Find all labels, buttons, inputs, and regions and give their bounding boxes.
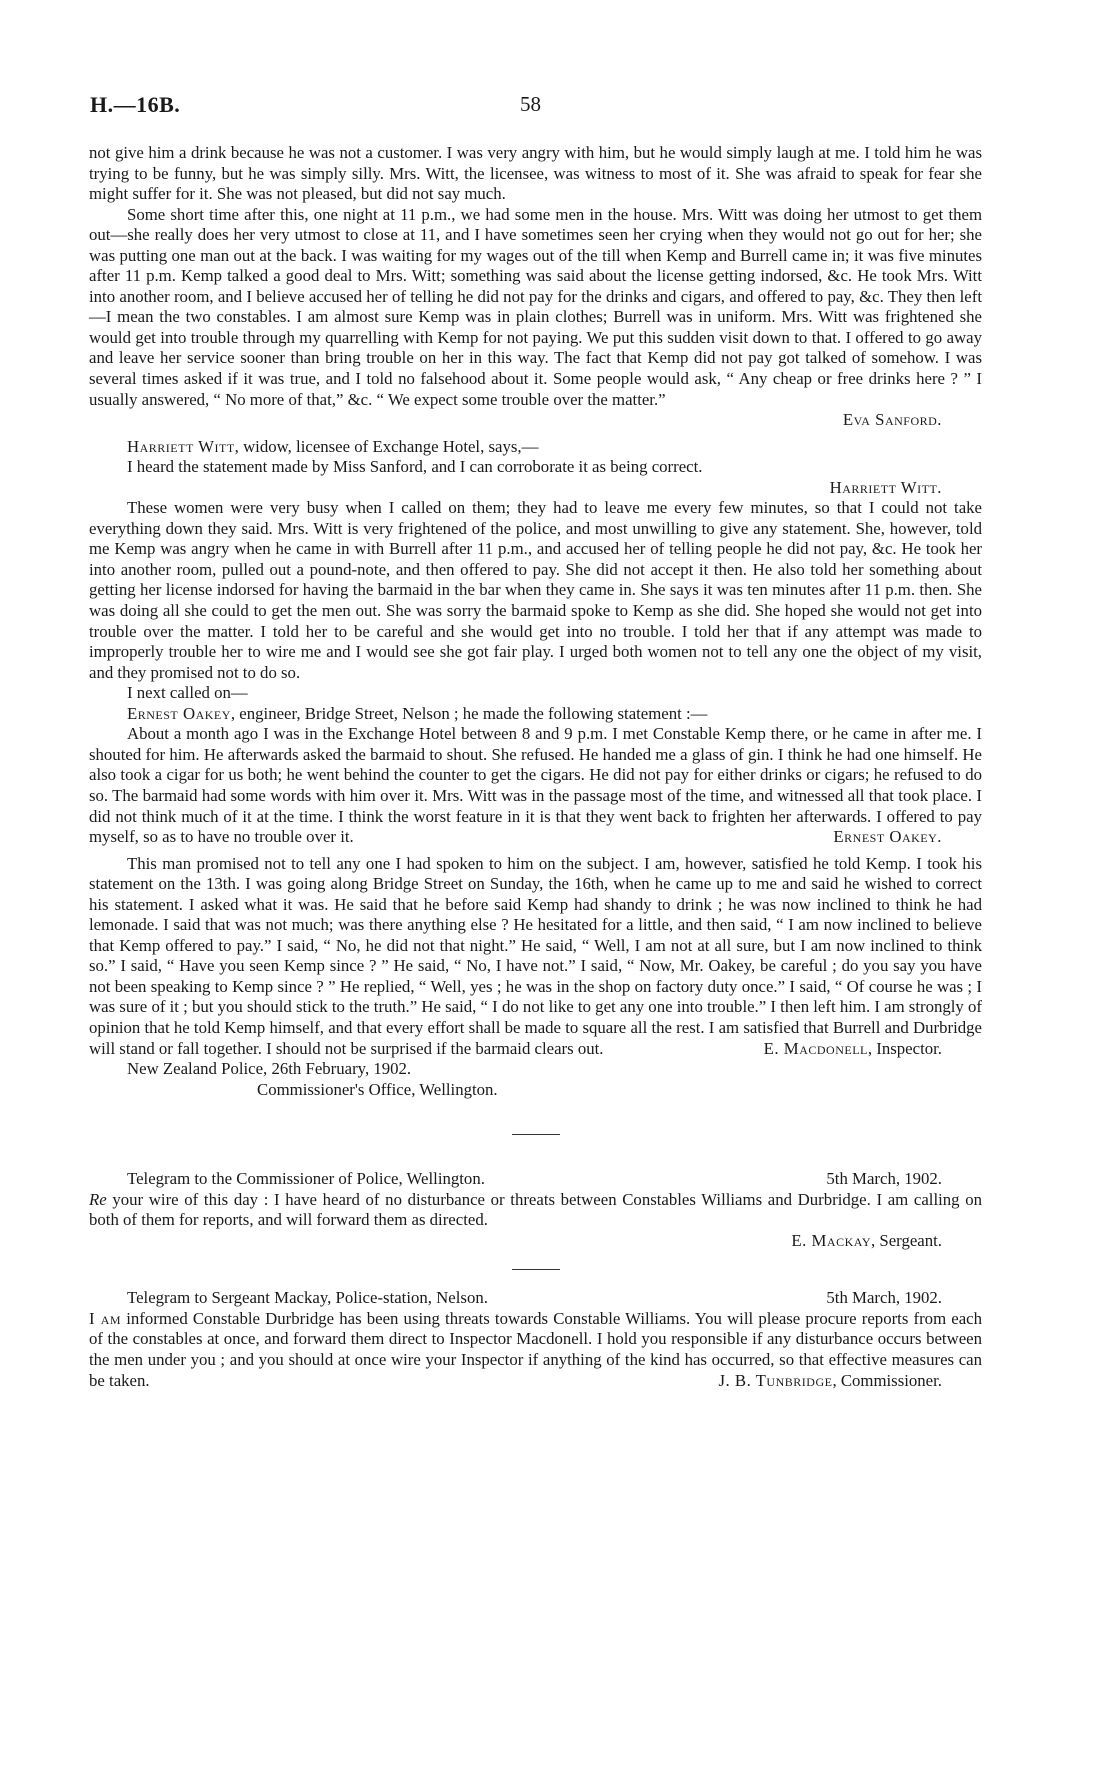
next-called-line: I next called on— xyxy=(127,683,248,703)
paragraph-inspector-notes-witt: These women were very busy when I called on them; they had to leave me every few minutes, so that I could not take everything down they said. Mrs. Witt is very frightened of the police, and most unwilling to give any statement. She, however, told me Kemp was angry when he came in with Burrell after 11 p.m., and accused her of telling people he did not pay, &c. He took her into another room, pulled out a pound-note, and then offered to pay. She did not accept it then. He also told her something about getting her license indorsed for having the barmaid in the bar when they came in. She says it was ten minutes after 11 p.m. then. She was doing all she could to get the men out. She was sorry the barmaid spoke to Kemp as she did. She hoped she would not get into trouble over the matter. I told her to be careful and she would get into no trouble. I told her that if any attempt was made to improperly trouble her to wire me and I would see she got fair play. I urged both women not to tell any one the object of my visit, and they promised not to do so. xyxy=(89,498,982,682)
telegram-1-body xyxy=(89,1190,982,1231)
document-body xyxy=(89,143,982,1391)
paragraph-inspector-notes-oakey xyxy=(89,854,982,1059)
witt-intro-rest: , widow, licensee of Exchange Hotel, says,— xyxy=(234,436,539,456)
signature-macdonell-title: , Inspector. xyxy=(867,1038,942,1058)
telegram-2-body xyxy=(89,1309,982,1391)
signature-witt xyxy=(89,478,982,499)
telegram-2-date: 5th March, 1902. xyxy=(826,1288,942,1308)
telegram-1-sig-name: E. Mackay xyxy=(791,1230,871,1250)
oakey-name: Ernest Oakey xyxy=(127,703,231,723)
telegram-2-text: informed Constable Durbridge has been using threats towards Constable Williams. You will please procure reports from each of the constables at once, and forward them direct to Inspector Macdonell. I hold you responsible if any disturbance occurs between the men under you ; and you should at once wire your Inspector if anything of the kind has occurred, so that effective measures can be taken. xyxy=(89,1308,982,1390)
signature-macdonell-name: E. Macdonell xyxy=(763,1038,868,1058)
witt-statement: I heard the statement made by Miss Sanford, and I can corroborate it as being correct. xyxy=(127,457,703,477)
nz-police-dateline: New Zealand Police, 26th February, 1902. xyxy=(127,1059,412,1079)
telegram-2-lead: I am xyxy=(89,1308,122,1328)
paragraph-oakey-statement xyxy=(89,724,982,847)
signature-macdonell xyxy=(726,1039,942,1060)
paragraph-sanford-night-visit: Some short time after this, one night at 11 p.m., we had some men in the house. Mrs. Witt was doing her utmost to get them out—she really does her very utmost to close at 11, and I have sometimes seen her crying when they would not go out for her; she was putting one man out at the back. I was waiting for my wages out of the till when Kemp and Burrell came in; it was five minutes after 11 p.m. Kemp talked a good deal to Mrs. Witt; something was said about the license getting indorsed, &c. He took Mrs. Witt into another room, and I believe accused her of telling he did not pay for the drinks and cigars, and offered to pay, &c. They then left—I mean the two constables. I am almost sure Kemp was in plain clothes; Burrell was in uniform. Mrs. Witt was frightened she would get into trouble through my quarrelling with Kemp for not paying. We put this sudden visit down to that. I offered to go away and leave her service sooner than bring trouble on her in this way. The fact that Kemp did not pay got talked of somehow. I was several times asked if it was true, and I told no falsehood about it. Some people would ask, “ Any cheap or free drinks here ? ” I usually answered, “ No more of that,” &c. “ We expect some trouble over the matter.” xyxy=(89,204,982,409)
inspector-notes-text: This man promised not to tell any one I had spoken to him on the subject. I am, however, satisfied he told Kemp. I took his statement on the 13th. I was going along Bridge Street on Sunday, the 16th, when he came up to me and said he wished to correct his statement. I asked what it was. He said that he before said Kemp had shandy to drink ; he was now inclined to think he had lemonade. I said that was not much; was there anything else ? He hesitated for a little, and then said, “ I am now inclined to believe that Kemp offered to pay.” I said, “ No, he did not that night.” He said, “ Well, I am not at all sure, but I am now inclined to think so.” I said, “ Have you seen Kemp since ? ” He said, “ No, I have not.” I said, “ Now, Mr. Oakey, be careful ; do you say you have not been speaking to Kemp since ? ” He replied, “ Well, yes ; he was in the shop on factory duty once.” I said, “ Of course he was ; I was sure of it ; but you should stick to the truth.” He said, “ I do not like to get any one into trouble.” I then left him. I am strongly of opinion that he told Kemp himself, and that every effort shall be made to square all the rest. I am satisfied that Burrell and Durbridge will stand or fall together. I should not be surprised if the barmaid clears out. xyxy=(89,853,982,1058)
oakey-introduction xyxy=(89,704,982,725)
oakey-intro-rest: , engineer, Bridge Street, Nelson ; he made the following statement :— xyxy=(230,703,708,723)
page-header xyxy=(90,92,1024,122)
telegram-2-heading: Telegram to Sergeant Mackay, Police-station, Nelson. xyxy=(127,1288,488,1308)
telegram-2-sig-title: , Commissioner. xyxy=(832,1370,942,1390)
witt-name: Harriett Witt xyxy=(127,436,235,456)
signature-sanford-name: Eva Sanford. xyxy=(842,410,942,430)
telegram-1-signature xyxy=(89,1231,982,1252)
telegram-1-re: Re xyxy=(89,1189,107,1209)
signature-witt-name: Harriett Witt. xyxy=(829,477,942,497)
telegram-2-sig-name: J. B. Tunbridge xyxy=(718,1370,833,1390)
commissioners-office-line: Commissioner's Office, Wellington. xyxy=(257,1079,498,1099)
witt-introduction xyxy=(89,437,982,458)
telegram-1-date: 5th March, 1902. xyxy=(826,1169,942,1189)
paragraph-sanford-continued: not give him a drink because he was not a customer. I was very angry with him, but he would simply laugh at me. I told him he was trying to be funny, but he was simply silly. Mrs. Witt, the licensee, was witness to most of it. She was afraid to speak for fear she might suffer for it. She was not pleased, but did not say much. xyxy=(89,143,982,204)
telegram-1-sig-title: , Sergeant. xyxy=(871,1230,942,1250)
signature-oakey: Ernest Oakey. xyxy=(833,827,942,847)
telegram-2-signature xyxy=(718,1371,942,1392)
signature-sanford xyxy=(89,410,982,431)
telegram-1-header xyxy=(89,1169,982,1190)
page-number: 58 xyxy=(520,92,541,116)
telegram-2-header xyxy=(89,1288,982,1309)
oakey-statement-text: About a month ago I was in the Exchange Hotel between 8 and 9 p.m. I met Constable Kemp there, or he came in after me. I shouted for him. He afterwards asked the barmaid to shout. She refused. He handed me a glass of gin. I think he had one himself. He also took a cigar for us both; he went behind the counter to get the cigars. He did not pay for either drinks or cigars; he refused to do so. The barmaid had some words with him over it. Mrs. Witt was in the passage most of the time, and witnessed all that took place. I did not think much of it at the time. I think the worst feature in it is that they went back to frighten her afterwards. I offered to pay myself, so as to have no trouble over it. xyxy=(89,724,982,847)
telegram-1-heading: Telegram to the Commissioner of Police, Wellington. xyxy=(127,1169,485,1189)
document-reference: H.—16B. xyxy=(90,92,181,117)
telegram-1-text: your wire of this day : I have heard of no disturbance or threats between Constables Williams and Durbridge. I am calling on both of them for reports, and will forward them as directed. xyxy=(89,1189,982,1230)
